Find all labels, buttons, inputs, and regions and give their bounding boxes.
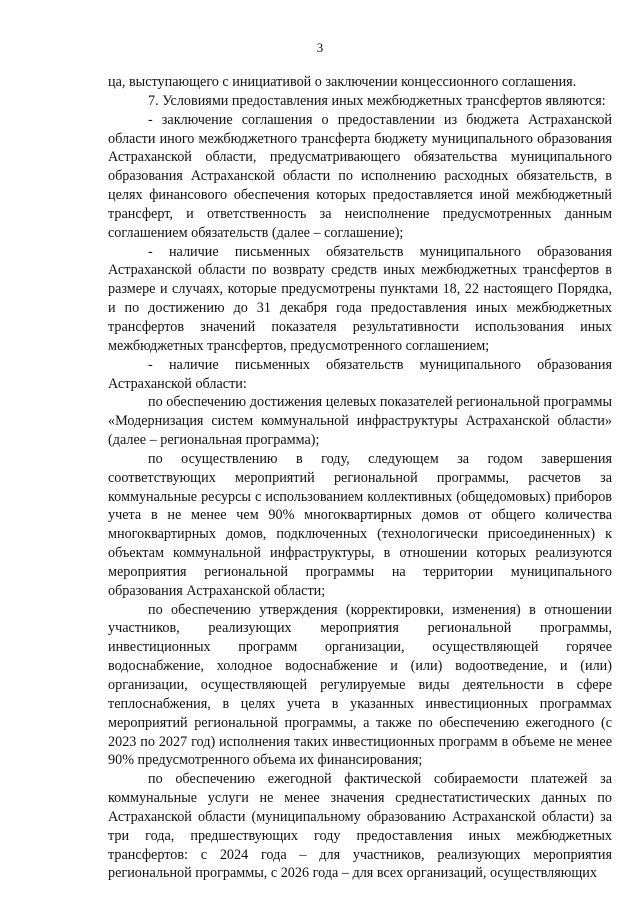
paragraph-investment-programs: по обеспечению утверждения (корректировки, изменения) в отношении участников, реализующих мероприятия региональной программы, инвестиционных программ организации, осуществляющей горячее водоснабжение, холодное водоснабжение и (или) водоотведение, и (или) организации, осуществляющей регулируемые виды деятельности в сфере теплоснабжения, в целях учета в указанных инвестиционных программах мероприятий региональной программы, а также по обеспечению ежегодного (с 2023 по 2027 год) исполнения таких инвестиционных программ в объеме не менее 90% предусмотренного объема их финансирования; [108, 601, 612, 769]
paragraph-item-7: 7. Условиями предоставления иных межбюджетных трансфертов являются: [148, 92, 606, 109]
paragraph-payment-collection: по обеспечению ежегодной фактической собираемости платежей за коммунальные услуги не менее значения среднестатистических данных по Астраханской области (муниципальному образованию Астраханской области) за три года, предшествующих году предоставления иных межбюджетных трансфертов: с 2024 года – для участников, реализующих мероприятия региональной программы, с 2026 года – для всех организаций, осуществляющих [108, 771, 612, 882]
paragraph-metering-devices: по осуществлению в году, следующем за годом завершения соответствующих мероприятий региональной программы, расчетов за коммунальные ресурсы с использованием коллективных (общедомовых) приборов учета в не менее чем 90% многоквартирных домов от общего количества многоквартирных домов, подключенных (технологически присоединенных) к объектам коммунальной инфраструктуры, в отношении которых реализуются мероприятия региональной программы на территории муниципального образования Астраханской области; [108, 450, 612, 599]
paragraph-continuation: ца, выступающего с инициативой о заключении концессионного соглашения. [108, 74, 577, 90]
paragraph-condition-refund-obligations: - наличие письменных обязательств муниципального образования Астраханской области по возврату средств иных межбюджетных трансфертов в размере и случаях, которые предусмотрены пунктами 18, 22 настоящего Порядка, и по достижению до 31 декабря года предоставления иных межбюджетных трансфертов значений показателя результативности использования иных межбюджетных трансфертов, предусмотренного соглашением; [108, 243, 612, 354]
paragraph-condition-agreement: - заключение соглашения о предоставлении из бюджета Астраханской области иного межбюджетного трансферта бюджету муниципального образования Астраханской области, предусматривающего обязательства муниципального образования Астраханской области по исполнению расходных обязательств, в целях финансового обеспечения которых предоставляется иной межбюджетный трансферт, и ответственность за неисполнение предусмотренных данным соглашением обязательств (далее – соглашение); [108, 111, 612, 241]
document-body [108, 73, 612, 883]
page-number: 3 [316, 40, 324, 55]
paragraph-target-indicators: по обеспечению достижения целевых показателей региональной программы «Модернизация систем коммунальной инфраструктуры Астраханской области» (далее – региональная программа); [108, 394, 612, 449]
paragraph-condition-written-obligations: - наличие письменных обязательств муниципального образования Астраханской области: [108, 356, 612, 392]
